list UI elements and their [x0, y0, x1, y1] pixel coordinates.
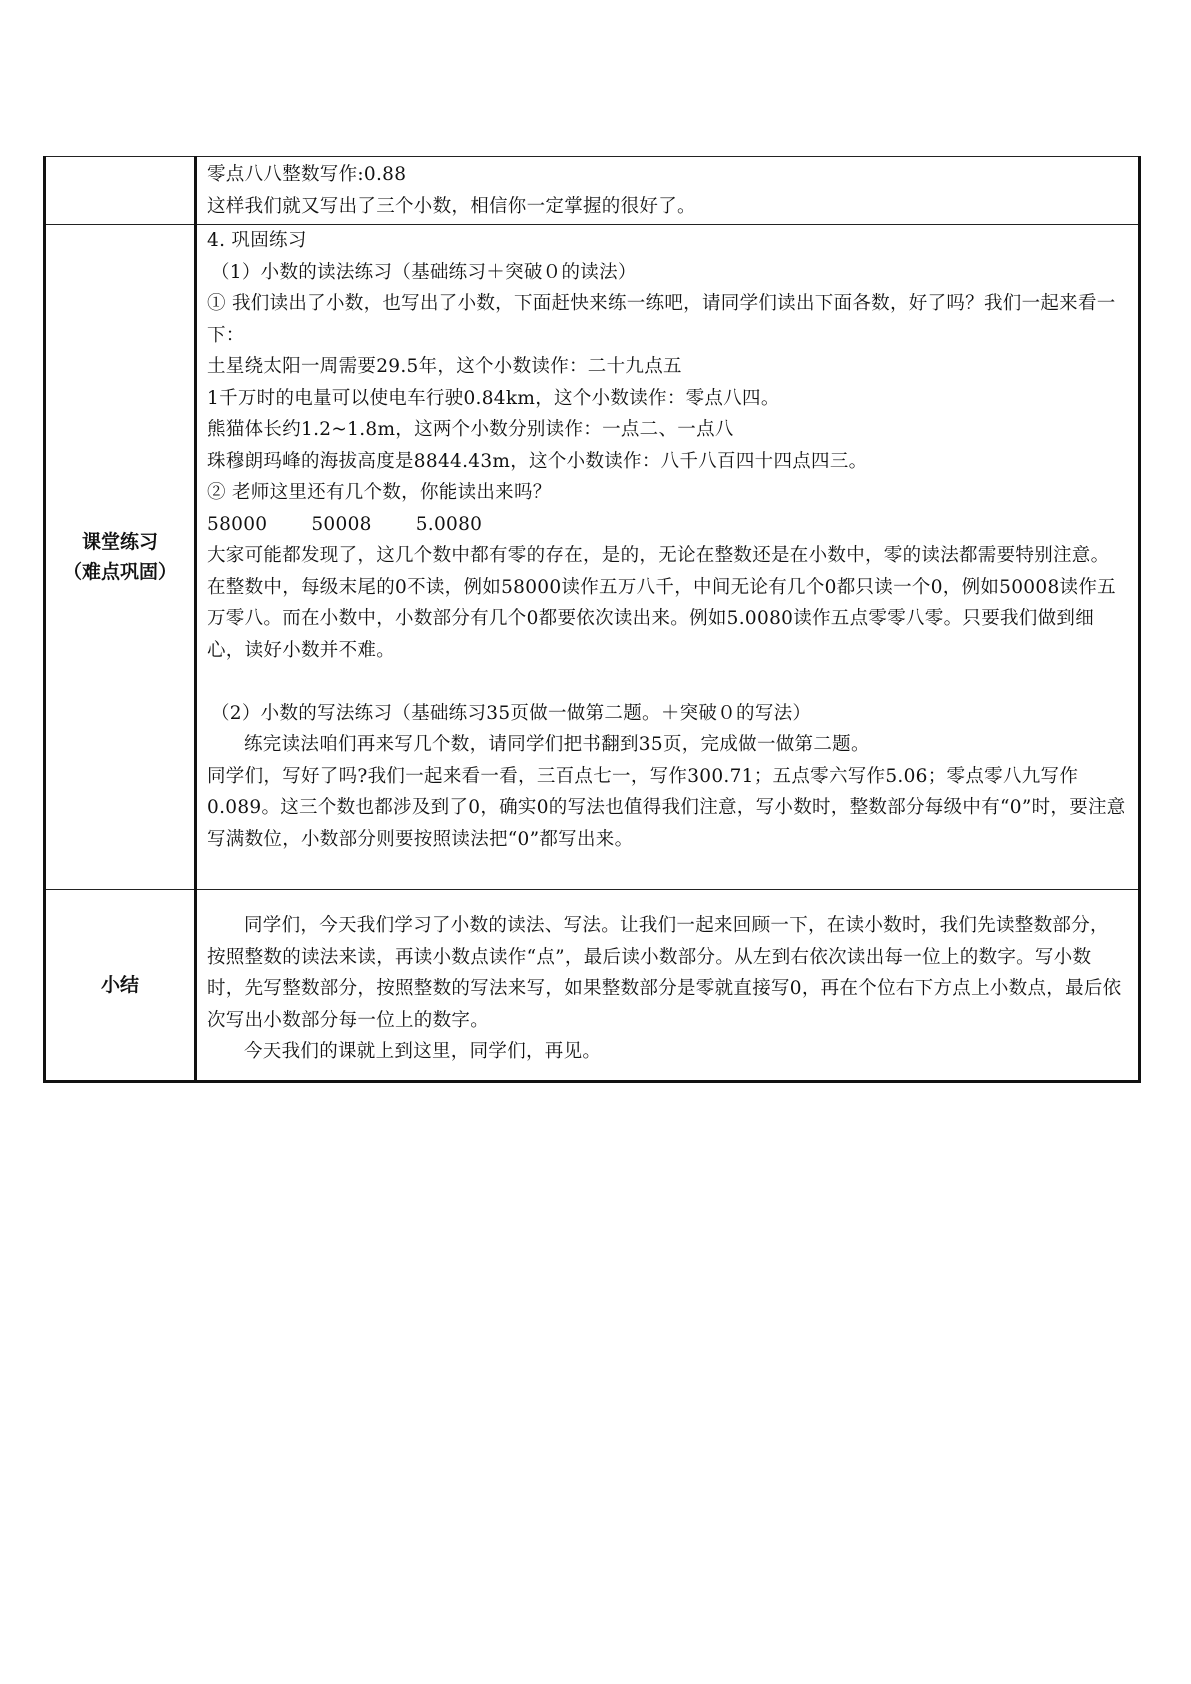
closing-line: 今天我们的课就上到这里，同学们，再见。	[244, 1041, 602, 1062]
example-line: 土星绕太阳一周需要29.5年，这个小数读作：二十九点五	[207, 356, 682, 377]
spacer	[207, 666, 1126, 698]
table-row-classroom-practice	[45, 225, 1140, 890]
subsection-title: （1）小数的读法练习（基础练习＋突破０的读法）	[211, 261, 637, 283]
example-line: 1千万时的电量可以使电车行驶0.84km，这个小数读作：零点八四。	[207, 387, 780, 409]
section-heading: 4. 巩固练习	[207, 230, 307, 251]
subsection-title: （2）小数的写法练习（基础练习35页做一做第二题。＋突破０的写法）	[211, 702, 812, 724]
example-line: 熊猫体长约1.2~1.8m，这两个小数分别读作：一点二、一点八	[207, 419, 734, 440]
table-row-continuation	[45, 157, 1140, 225]
number-item: 5.0080	[415, 513, 483, 535]
number-item: 58000	[207, 513, 268, 535]
summary-paragraph: 同学们，今天我们学习了小数的读法、写法。让我们一起来回顾一下，在读小数时，我们先读整数部分，按照整数的读法来读，再读小数点读作“点”，最后读小数部分。从左到右依次读出每一位上的数字。写小数时，先写整数部分，按照整数的写法来写，如果整数部分是零就直接写0，再在个位右下方点上小数点，最后依次写出小数部分每一位上的数字。	[207, 915, 1122, 1031]
lesson-plan-table	[43, 156, 1141, 1083]
label-line: 课堂练习	[81, 531, 158, 553]
number-item: 50008	[311, 513, 372, 535]
row-content-cell	[196, 890, 1140, 1082]
text-line: 这样我们就又写出了三个小数，相信你一定掌握的很好了。	[207, 195, 696, 217]
row-label-summary: 小结	[45, 890, 196, 1082]
number-list	[207, 509, 1126, 541]
table-row-summary	[45, 890, 1140, 1082]
row-label-empty	[45, 157, 196, 225]
row-label-classroom-practice	[45, 225, 196, 890]
paragraph: 练完读法咱们再来写几个数，请同学们把书翻到35页，完成做一做第二题。	[244, 734, 870, 755]
text-line: 零点八八整数写作:0.88	[207, 164, 407, 185]
label-line: （难点巩固）	[62, 561, 177, 583]
row-content-cell	[196, 157, 1140, 225]
question-intro: ① 我们读出了小数，也写出了小数，下面赶快来练一练吧，请同学们读出下面各数，好了吗？我们一起来看一下：	[207, 293, 1116, 346]
question-intro: ② 老师这里还有几个数，你能读出来吗？	[207, 482, 552, 503]
row-content-cell	[196, 225, 1140, 890]
paragraph: 同学们，写好了吗?我们一起来看一看，三百点七一，写作300.71；五点零六写作5.06；零点零八九写作0.089。这三个数也都涉及到了0，确实0的写法也值得我们注意，写小数时，整数部分每级中有“0”时，要注意写满数位，小数部分则要按照读法把“0”都写出来。	[207, 765, 1126, 850]
example-line: 珠穆朗玛峰的海拔高度是8844.43m，这个小数读作：八千八百四十四点四三。	[207, 450, 868, 472]
explanation-paragraph: 大家可能都发现了，这几个数中都有零的存在，是的，无论在整数还是在小数中，零的读法都需要特别注意。在整数中，每级末尾的0不读，例如58000读作五万八千，中间无论有几个0都只读一个0，例如50008读作五万零八。而在小数中，小数部分有几个0都要依次读出来。例如5.0080读作五点零零八零。只要我们做到细心，读好小数并不难。	[207, 545, 1116, 661]
